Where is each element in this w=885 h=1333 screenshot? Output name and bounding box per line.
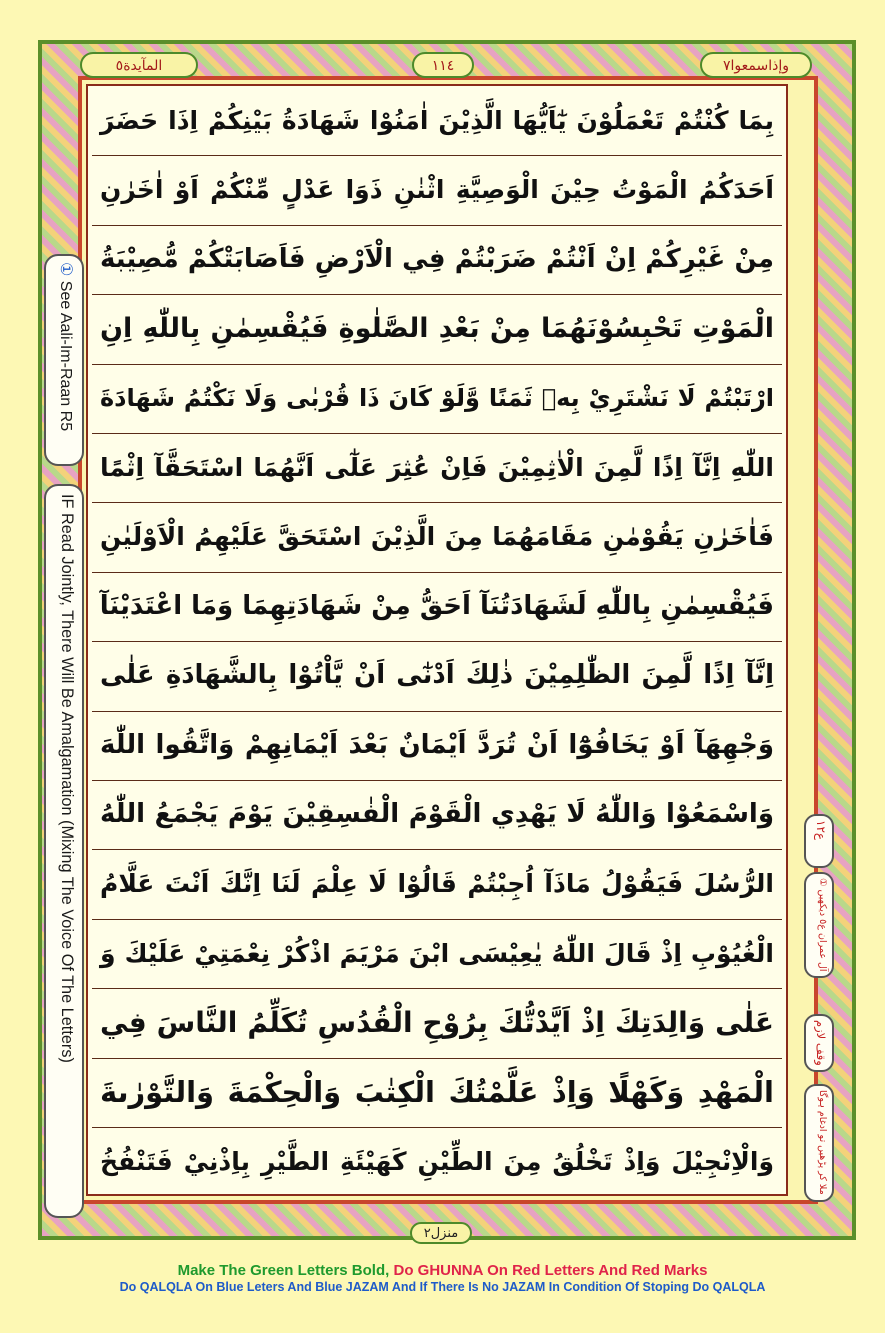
- verse-line: عَلٰى وَالِدَتِكَ اِذْ اَيَّدْتُّكَ بِرُوْحِ الْقُدُسِ تُكَلِّمُ النَّاسَ فِي: [100, 1006, 774, 1040]
- verse-line: اِنَّآ اِذًا لَّمِنَ الظّٰلِمِيْنَ ذٰلِكَ اَدْنٰٓى اَنْ يَّاْتُوْا بِالشَّهَادَةِ عَلٰى: [100, 660, 774, 691]
- line-divider: [92, 641, 782, 642]
- line-divider: [92, 919, 782, 920]
- line-divider: [92, 433, 782, 434]
- line-divider: [92, 572, 782, 573]
- verse-line: فَيُقْسِمٰنِ بِاللّٰهِ لَشَهَادَتُنَآ اَحَقُّ مِنْ شَهَادَتِهِمَا وَمَا اعْتَدَيْنَآ: [99, 590, 774, 621]
- line-divider: [92, 780, 782, 781]
- footer-red-note: Do GHUNNA On Red Letters And Red Marks: [393, 1262, 708, 1279]
- verse-line: اللّٰهِ اِنَّآ اِذًا لَّمِنَ الْاٰثِمِيْنَ فَاِنْ عُثِرَ عَلٰٓى اَنَّهُمَا اسْتَحَقَّآ اِثْمًا: [100, 453, 774, 482]
- verse-line: اَحَدَكُمُ الْمَوْتُ حِيْنَ الْوَصِيَّةِ اثْنٰنِ ذَوَا عَدْلٍ مِّنْكُمْ اَوْ اٰخَرٰنِ: [100, 175, 774, 205]
- verse-line: وَالْاِنْجِيْلَ وَاِذْ تَخْلُقُ مِنَ الطِّيْنِ كَهَيْئَةِ الطَّيْرِ بِاِذْنِيْ فَتَنْفُخُ: [100, 1147, 774, 1176]
- side-note-upper-text: [56, 262, 76, 431]
- juz-name-tab: وإذاسمعوا٧: [700, 52, 812, 78]
- page-number-tab: ١١٤: [412, 52, 474, 78]
- footer-instructions-line1: [0, 1262, 885, 1279]
- line-divider: [92, 155, 782, 156]
- right-note-waqf-text: وقف لازم: [814, 1020, 828, 1066]
- manzil-marker: منزل٢: [410, 1222, 472, 1244]
- verse-line: مِنْ غَيْرِكُمْ اِنْ اَنْتُمْ ضَرَبْتُمْ فِي الْاَرْضِ فَاَصَابَتْكُمْ مُّصِيْبَةُ: [100, 243, 774, 274]
- verse-line: وَاسْمَعُوْا وَاللّٰهُ لَا يَهْدِي الْقَوْمَ الْفٰسِقِيْنَ يَوْمَ يَجْمَعُ اللّٰهُ: [100, 799, 774, 829]
- line-divider: [92, 225, 782, 226]
- line-divider: [92, 988, 782, 989]
- line-divider: [92, 294, 782, 295]
- line-divider: [92, 502, 782, 503]
- verse-line: فَاٰخَرٰنِ يَقُوْمٰنِ مَقَامَهُمَا مِنَ الَّذِيْنَ اسْتَحَقَّ عَلَيْهِمُ الْاَوْلَيٰنِ: [100, 522, 774, 552]
- verse-line: الرُّسُلَ فَيَقُوْلُ مَاذَآ اُجِبْتُمْ قَالُوْا لَا عِلْمَ لَنَا اِنَّكَ اَنْتَ عَلَّامُ: [100, 869, 774, 899]
- side-note-upper-label: See Aali-Im-Raan R5: [57, 280, 74, 432]
- right-note-idgham-text: ملا کر پڑھیں تو ادغام ہوگا: [817, 1090, 828, 1195]
- verse-line: وَجْهِهَآ اَوْ يَخَافُوْٓا اَنْ تُرَدَّ اَيْمَانٌ بَعْدَ اَيْمَانِهِمْ وَاتَّقُوا اللّٰهَ: [100, 729, 774, 760]
- right-note-reference: [804, 872, 834, 978]
- verse-line: بِمَا كُنْتُمْ تَعْمَلُوْنَ يٰٓاَيُّهَا الَّذِيْنَ اٰمَنُوْا شَهَادَةُ بَيْنِكُمْ اِذَا حَضَرَ: [100, 106, 774, 135]
- verse-line: الْمَوْتِ تَحْبِسُوْنَهُمَا مِنْ بَعْدِ الصَّلٰوةِ فَيُقْسِمٰنِ بِاللّٰهِ اِنِ: [100, 313, 774, 345]
- footer-green-note: Make The Green Letters Bold,: [177, 1262, 390, 1279]
- verse-line: الْغُيُوْبِ اِذْ قَالَ اللّٰهُ يٰعِيْسَى ابْنَ مَرْيَمَ اذْكُرْ نِعْمَتِيْ عَلَيْكَ وَ: [100, 938, 774, 968]
- ruku-marker-text: ع١٢: [814, 820, 828, 841]
- side-note-lower: [44, 484, 84, 1218]
- line-divider: [92, 711, 782, 712]
- right-note-idgham: [804, 1084, 834, 1202]
- verse-line: الْمَهْدِ وَكَهْلًا وَاِذْ عَلَّمْتُكَ الْكِتٰبَ وَالْحِكْمَةَ وَالتَّوْرٰىةَ: [100, 1074, 774, 1109]
- side-note-badge: ①: [57, 262, 74, 277]
- right-note-waqf: [804, 1014, 834, 1072]
- side-note-upper: [44, 254, 84, 466]
- right-note-reference-text: ① آل عمران ع٥ دیکھیں: [817, 878, 828, 972]
- line-divider: [92, 364, 782, 365]
- line-divider: [92, 1058, 782, 1059]
- ruku-marker: [804, 814, 834, 868]
- footer-instructions-line2: Do QALQLA On Blue Leters And Blue JAZAM And If There Is No JAZAM In Condition Of Stoping Do QALQLA: [119, 1280, 766, 1294]
- side-note-lower-text: IF Read Jointly, There Will Be Amalgamation (Mixing The Voice Of The Letters): [58, 494, 76, 1063]
- line-divider: [92, 849, 782, 850]
- verse-line: ارْتَبْتُمْ لَا نَشْتَرِيْ بِهٖ ثَمَنًا وَّلَوْ كَانَ ذَا قُرْبٰى وَلَا نَكْتُمُ شَهَادَةَ: [100, 383, 774, 412]
- surah-name-tab: المآيدة٥: [80, 52, 198, 78]
- line-divider: [92, 1127, 782, 1128]
